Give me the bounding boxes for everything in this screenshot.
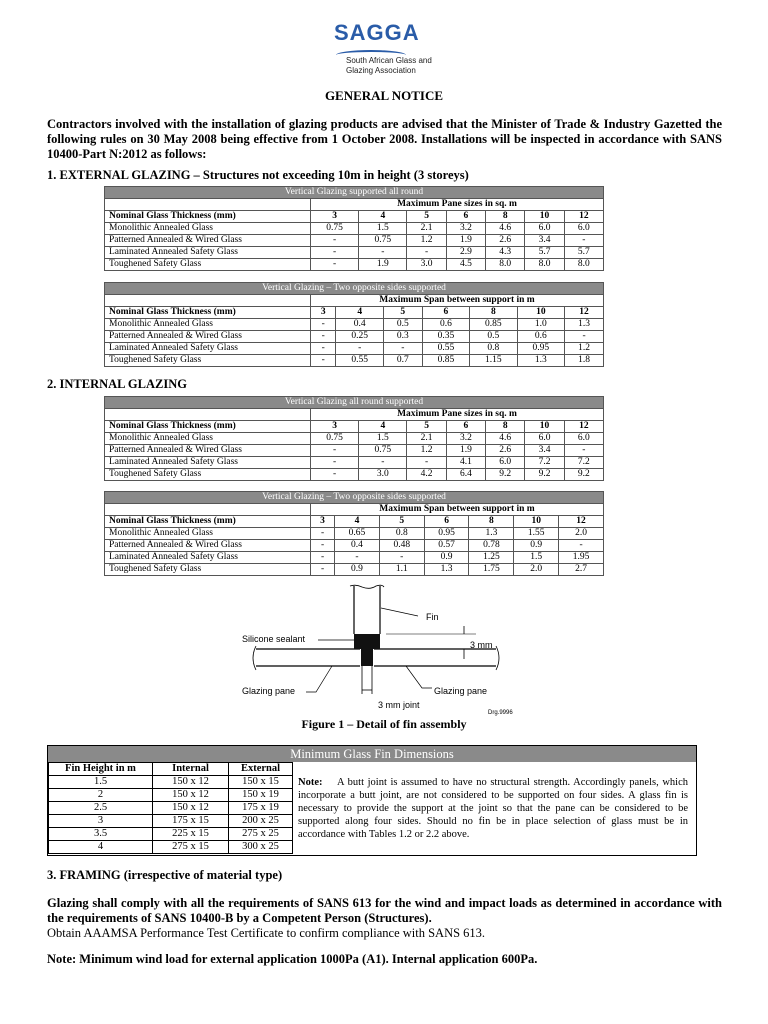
header-cell: 3: [311, 421, 359, 433]
cell: 1.1: [379, 564, 424, 576]
row-label: Toughened Safety Glass: [105, 259, 311, 271]
label-drawing-number: Drg.9996: [488, 710, 513, 716]
cell: 2: [49, 789, 153, 802]
cell: 0.8: [470, 343, 517, 355]
table-row: [49, 841, 293, 854]
table-row: [105, 433, 604, 445]
header-cell: 5: [407, 421, 446, 433]
label-glazing-pane-left: Glazing pane: [242, 686, 296, 696]
cell: 4.6: [486, 223, 525, 235]
table-caption: Vertical Glazing – Two opposite sides supported: [105, 492, 604, 504]
cell: 0.78: [469, 540, 514, 552]
cell: -: [359, 457, 407, 469]
cell: -: [559, 540, 604, 552]
header-cell: 8: [470, 307, 517, 319]
cell: 9.2: [564, 469, 603, 481]
table-subheader: Maximum Pane sizes in sq. m: [311, 199, 604, 211]
cell: -: [311, 564, 335, 576]
table-row: [105, 457, 604, 469]
cell: 1.5: [514, 552, 559, 564]
header-cell: 5: [407, 211, 446, 223]
table-row: [105, 343, 604, 355]
cell: 6.0: [525, 433, 564, 445]
cell: 4.2: [407, 469, 446, 481]
cell: 1.55: [514, 528, 559, 540]
table-row: [105, 355, 604, 367]
row-label: Toughened Safety Glass: [105, 564, 311, 576]
cell: 3.4: [525, 235, 564, 247]
cell: -: [564, 445, 603, 457]
cell: -: [311, 445, 359, 457]
cell: 3.2: [446, 223, 485, 235]
cell: -: [407, 247, 446, 259]
table-row: [105, 552, 604, 564]
cell: 0.3: [383, 331, 422, 343]
org-name-line1: South African Glass and: [346, 56, 432, 65]
cell: -: [311, 319, 336, 331]
row-label: Laminated Annealed Safety Glass: [105, 457, 311, 469]
cell: 2.1: [407, 433, 446, 445]
cell: 4.3: [486, 247, 525, 259]
cell: 1.25: [469, 552, 514, 564]
cell: 0.65: [335, 528, 380, 540]
cell: 0.9: [514, 540, 559, 552]
cell: 4.1: [446, 457, 485, 469]
cell: 1.0: [517, 319, 564, 331]
cell: 0.25: [336, 331, 383, 343]
cell: 1.75: [469, 564, 514, 576]
table-row: [105, 528, 604, 540]
framing-paragraph: Glazing shall comply with all the requirements of SANS 613 for the wind and impact loads as determined in accordance with the requirements of SANS 10400-B by a Competent Person (Structures).: [47, 896, 722, 925]
cell: -: [311, 540, 335, 552]
table-caption: Vertical Glazing supported all round: [105, 187, 604, 199]
section-1-title: 1. EXTERNAL GLAZING – Structures not exceeding 10m in height (3 storeys): [47, 168, 469, 182]
cell: 6.4: [446, 469, 485, 481]
cell: 7.2: [564, 457, 603, 469]
figure-caption: Figure 1 – Detail of fin assembly: [301, 717, 467, 731]
cell: -: [311, 331, 336, 343]
table-row: [105, 564, 604, 576]
table-row: [105, 331, 604, 343]
cell: 4: [49, 841, 153, 854]
table-row: [105, 223, 604, 235]
cell: 0.75: [311, 223, 359, 235]
cell: -: [311, 247, 359, 259]
row-label: Monolithic Annealed Glass: [105, 528, 311, 540]
cell: 6.0: [525, 223, 564, 235]
fin-dimensions-box: [47, 745, 697, 856]
cell: -: [335, 552, 380, 564]
header-cell: Nominal Glass Thickness (mm): [105, 211, 311, 223]
header-cell: 4: [335, 516, 380, 528]
cell: 1.9: [359, 259, 407, 271]
cell: 1.3: [517, 355, 564, 367]
cell: 0.5: [470, 331, 517, 343]
joint-sealant-fill: [361, 649, 373, 666]
fin-table-title: Minimum Glass Fin Dimensions: [48, 746, 696, 762]
fin-dimensions-table: [48, 762, 293, 854]
pane-left-outline: [256, 649, 360, 666]
silicone-sealant-fill: [354, 634, 380, 649]
row-label: Patterned Annealed & Wired Glass: [105, 445, 311, 457]
cell: 1.3: [424, 564, 469, 576]
cell: 3.5: [49, 828, 153, 841]
label-silicone-sealant: Silicone sealant: [242, 634, 306, 644]
table-internal-two-sides: [104, 491, 604, 576]
cell: 6.0: [564, 223, 603, 235]
header-cell: 4: [359, 211, 407, 223]
cell: 8.0: [564, 259, 603, 271]
cell: -: [379, 552, 424, 564]
table-row: [105, 445, 604, 457]
cell: 3.0: [407, 259, 446, 271]
header-cell: 12: [564, 211, 603, 223]
org-name-line2: Glazing Association: [346, 66, 416, 75]
cell: 6.0: [486, 457, 525, 469]
table-row: [49, 802, 293, 815]
table-row: [105, 259, 604, 271]
fin-note-text: A butt joint is assumed to have no structural strength. Accordingly panels, which incorporate a butt joint, are not considered to be supported on four sides. A glass fin is necessary to provide the support at the joint so that the pane can be considered to be supported along four sides. Should no fin be in place selection of glass must be in accordance with Tables 1.2 or 2.2 above.: [298, 777, 688, 840]
cell: -: [336, 343, 383, 355]
header-cell: 8: [486, 421, 525, 433]
row-label: Monolithic Annealed Glass: [105, 223, 311, 235]
cell: 200 x 25: [229, 815, 293, 828]
cell: 0.55: [336, 355, 383, 367]
cell: 1.5: [49, 776, 153, 789]
row-label: Patterned Annealed & Wired Glass: [105, 235, 311, 247]
header-cell: 12: [565, 307, 604, 319]
cell: 2.0: [559, 528, 604, 540]
row-label: Laminated Annealed Safety Glass: [105, 552, 311, 564]
cell: 8.0: [525, 259, 564, 271]
aaamsa-paragraph: Obtain AAAMSA Performance Test Certificate to confirm compliance with SANS 613.: [47, 926, 486, 940]
cell: 150 x 19: [229, 789, 293, 802]
header-cell: 5: [383, 307, 422, 319]
label-glazing-pane-right: Glazing pane: [434, 686, 488, 696]
cell: 1.3: [469, 528, 514, 540]
fin-note: [298, 776, 688, 841]
header-cell: 12: [559, 516, 604, 528]
header-cell: 5: [379, 516, 424, 528]
cell: 0.9: [424, 552, 469, 564]
table-subheader: Maximum Pane sizes in sq. m: [311, 409, 604, 421]
header-cell: 3: [311, 307, 336, 319]
table-row: [49, 815, 293, 828]
cell: -: [407, 457, 446, 469]
cell: 0.85: [470, 319, 517, 331]
pane-right-outline: [374, 649, 496, 666]
cell: 8.0: [486, 259, 525, 271]
cell: 150 x 12: [153, 776, 229, 789]
header-cell: 10: [525, 211, 564, 223]
header-cell: 10: [517, 307, 564, 319]
section-3-title: 3. FRAMING (irrespective of material type): [47, 868, 283, 882]
cell: 9.2: [486, 469, 525, 481]
header-cell: 8: [469, 516, 514, 528]
table-subheader: Maximum Span between support in m: [311, 504, 604, 516]
cell: 1.2: [565, 343, 604, 355]
table-row: [105, 540, 604, 552]
row-label: Toughened Safety Glass: [105, 355, 311, 367]
cell: 0.9: [335, 564, 380, 576]
cell: 225 x 15: [153, 828, 229, 841]
cell: 0.85: [422, 355, 469, 367]
header-cell: Fin Height in m: [49, 763, 153, 776]
cell: 0.6: [422, 319, 469, 331]
header-cell: 6: [446, 211, 485, 223]
cell: 275 x 25: [229, 828, 293, 841]
header-cell: 3: [311, 516, 335, 528]
cell: 150 x 15: [229, 776, 293, 789]
cell: 7.2: [525, 457, 564, 469]
cell: 175 x 19: [229, 802, 293, 815]
intro-paragraph: Contractors involved with the installation of glazing products are advised that the Minister of Trade & Industry Gazetted the following rules on 30 May 2008 being effective from 1 October 2008. Installations will be inspected in accordance with SANS 10400-Part N:2012 as follows:: [47, 117, 722, 161]
cell: 0.95: [517, 343, 564, 355]
cell: 1.5: [359, 223, 407, 235]
table-row: [105, 235, 604, 247]
cell: 2.6: [486, 235, 525, 247]
cell: 5.7: [564, 247, 603, 259]
header-cell: 4: [336, 307, 383, 319]
page-title: GENERAL NOTICE: [324, 88, 444, 103]
cell: 0.4: [335, 540, 380, 552]
cell: 0.75: [311, 433, 359, 445]
cell: 0.7: [383, 355, 422, 367]
cell: 1.3: [565, 319, 604, 331]
cell: -: [564, 235, 603, 247]
cell: 2.7: [559, 564, 604, 576]
org-name: [346, 56, 456, 76]
cell: 0.5: [383, 319, 422, 331]
cell: 1.9: [446, 445, 485, 457]
cell: 2.6: [486, 445, 525, 457]
cell: 300 x 25: [229, 841, 293, 854]
header-cell: 6: [422, 307, 469, 319]
fin-outline: [354, 586, 380, 634]
cell: 1.8: [565, 355, 604, 367]
cell: 0.55: [422, 343, 469, 355]
fin-note-label: Note:: [298, 777, 323, 788]
header-cell: Nominal Glass Thickness (mm): [105, 516, 311, 528]
table-caption: Vertical Glazing all round supported: [105, 397, 604, 409]
cell: 2.5: [49, 802, 153, 815]
header-cell: 10: [514, 516, 559, 528]
cell: 150 x 12: [153, 789, 229, 802]
cell: 275 x 15: [153, 841, 229, 854]
header-cell: 3: [311, 211, 359, 223]
row-label: Monolithic Annealed Glass: [105, 319, 311, 331]
header-cell: 12: [564, 421, 603, 433]
row-label: Patterned Annealed & Wired Glass: [105, 540, 311, 552]
table-external-two-sides: [104, 282, 604, 367]
cell: -: [311, 343, 336, 355]
cell: 4.5: [446, 259, 485, 271]
table-row: [105, 469, 604, 481]
table-internal-all-round: [104, 396, 604, 481]
cell: 3: [49, 815, 153, 828]
cell: 0.4: [336, 319, 383, 331]
table-caption: Vertical Glazing – Two opposite sides supported: [105, 283, 604, 295]
row-label: Laminated Annealed Safety Glass: [105, 247, 311, 259]
cell: 9.2: [525, 469, 564, 481]
cell: 1.9: [446, 235, 485, 247]
row-label: Monolithic Annealed Glass: [105, 433, 311, 445]
table-row: [49, 828, 293, 841]
cell: 175 x 15: [153, 815, 229, 828]
logo-text: SAGGA: [334, 20, 420, 45]
cell: 6.0: [564, 433, 603, 445]
cell: 1.95: [559, 552, 604, 564]
cell: 1.15: [470, 355, 517, 367]
header-cell: 4: [359, 421, 407, 433]
fin-assembly-figure: [236, 584, 546, 716]
cell: 0.95: [424, 528, 469, 540]
cell: 0.35: [422, 331, 469, 343]
header-cell: Nominal Glass Thickness (mm): [105, 307, 311, 319]
cell: 0.75: [359, 445, 407, 457]
label-3mm: 3 mm: [470, 640, 493, 650]
cell: -: [311, 355, 336, 367]
cell: -: [311, 235, 359, 247]
header-cell: 6: [424, 516, 469, 528]
section-2-title: 2. INTERNAL GLAZING: [47, 377, 187, 391]
cell: 3.4: [525, 445, 564, 457]
cell: 2.1: [407, 223, 446, 235]
cell: -: [311, 259, 359, 271]
label-3mm-joint: 3 mm joint: [378, 700, 420, 710]
cell: 3.0: [359, 469, 407, 481]
cell: 2.0: [514, 564, 559, 576]
cell: 1.5: [359, 433, 407, 445]
table-row: [105, 319, 604, 331]
cell: 4.6: [486, 433, 525, 445]
cell: -: [383, 343, 422, 355]
cell: 0.75: [359, 235, 407, 247]
cell: 0.48: [379, 540, 424, 552]
header-cell: Internal: [153, 763, 229, 776]
header-cell: 8: [486, 211, 525, 223]
header-cell: Nominal Glass Thickness (mm): [105, 421, 311, 433]
cell: -: [311, 528, 335, 540]
cell: 150 x 12: [153, 802, 229, 815]
table-subheader: Maximum Span between support in m: [311, 295, 604, 307]
cell: 1.2: [407, 235, 446, 247]
row-label: Laminated Annealed Safety Glass: [105, 343, 311, 355]
header-cell: 10: [525, 421, 564, 433]
cell: 5.7: [525, 247, 564, 259]
header-cell: 6: [446, 421, 485, 433]
cell: -: [311, 552, 335, 564]
label-fin: Fin: [426, 612, 439, 622]
table-row: [49, 776, 293, 789]
cell: -: [311, 469, 359, 481]
cell: 0.6: [517, 331, 564, 343]
table-row: [49, 789, 293, 802]
cell: 1.2: [407, 445, 446, 457]
cell: 3.2: [446, 433, 485, 445]
cell: -: [311, 457, 359, 469]
table-row: [105, 247, 604, 259]
fin-break-line: [350, 585, 384, 588]
cell: 0.57: [424, 540, 469, 552]
cell: 0.8: [379, 528, 424, 540]
header-cell: External: [229, 763, 293, 776]
cell: -: [359, 247, 407, 259]
cell: 2.9: [446, 247, 485, 259]
table-external-all-round: [104, 186, 604, 271]
cell: -: [565, 331, 604, 343]
row-label: Patterned Annealed & Wired Glass: [105, 331, 311, 343]
row-label: Toughened Safety Glass: [105, 469, 311, 481]
wind-load-note: Note: Minimum wind load for external application 1000Pa (A1). Internal application 600Pa.: [47, 952, 538, 966]
